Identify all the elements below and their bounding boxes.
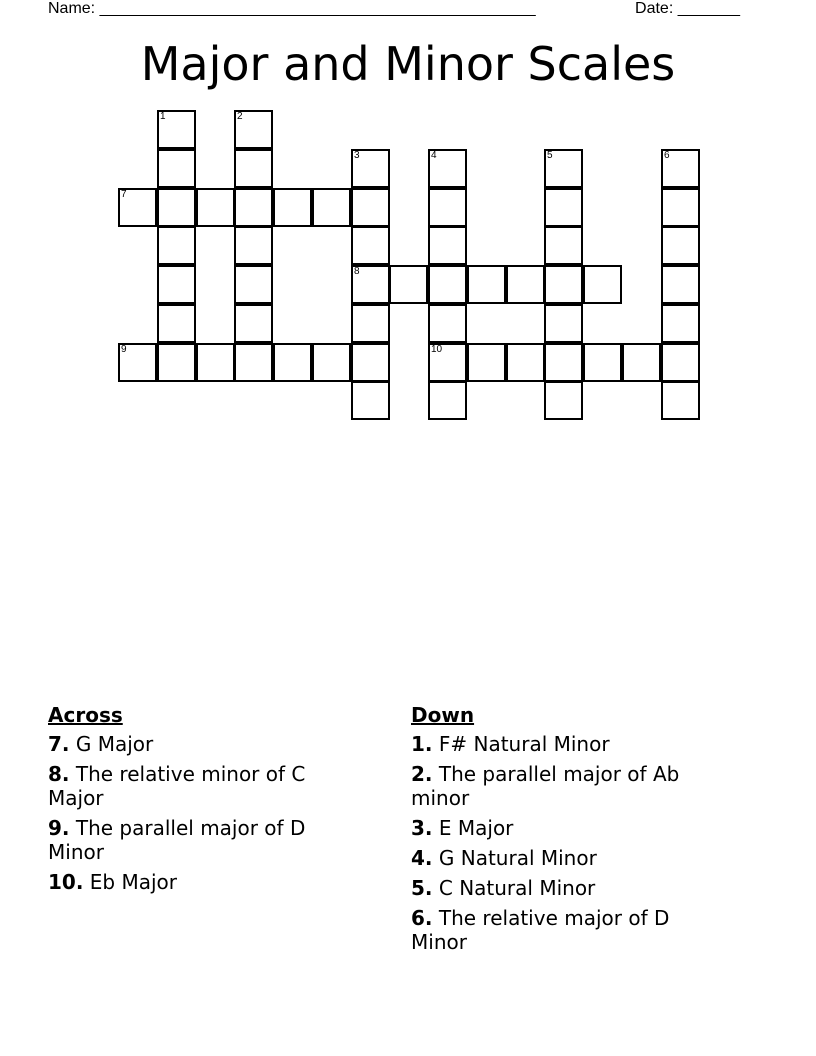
- clue-down-3: [411, 816, 721, 840]
- crossword-cell[interactable]: [544, 381, 583, 420]
- crossword-cell[interactable]: [351, 343, 390, 382]
- clue-number: 5.: [411, 876, 433, 900]
- crossword-cell[interactable]: [157, 188, 196, 227]
- clue-down-1: [411, 732, 721, 756]
- page-title: Major and Minor Scales: [140, 37, 676, 91]
- crossword-cell[interactable]: [428, 304, 467, 343]
- clue-number-label: 3: [354, 150, 360, 161]
- crossword-cell[interactable]: [428, 343, 467, 382]
- crossword-cell[interactable]: [157, 226, 196, 265]
- clue-number-label: 6: [664, 150, 670, 161]
- clue-down-5: [411, 876, 721, 900]
- across-clues: [48, 702, 358, 900]
- clue-number: 7.: [48, 732, 70, 756]
- crossword-cell[interactable]: [351, 381, 390, 420]
- date-field[interactable]: Date: _______: [635, 0, 740, 17]
- crossword-cell[interactable]: [234, 149, 273, 188]
- clue-text: The parallel major of Ab minor: [411, 762, 680, 810]
- clue-text: G Natural Minor: [438, 846, 597, 870]
- clue-down-4: [411, 846, 721, 870]
- clue-number-label: 4: [431, 150, 437, 161]
- clue-text: F# Natural Minor: [438, 732, 610, 756]
- crossword-cell[interactable]: [661, 149, 700, 188]
- across-heading: Across: [48, 703, 123, 727]
- clue-across-9: [48, 816, 358, 864]
- clue-number: 2.: [411, 762, 433, 786]
- clue-across-10: [48, 870, 358, 894]
- clue-number-label: 7: [121, 189, 127, 200]
- crossword-cell[interactable]: [428, 188, 467, 227]
- crossword-cell[interactable]: [506, 265, 545, 304]
- crossword-cell[interactable]: [661, 188, 700, 227]
- crossword-cell[interactable]: [234, 304, 273, 343]
- crossword-cell[interactable]: [661, 381, 700, 420]
- crossword-cell[interactable]: [389, 265, 428, 304]
- crossword-cell[interactable]: [157, 265, 196, 304]
- crossword-cell[interactable]: [467, 343, 506, 382]
- crossword-cell[interactable]: [544, 188, 583, 227]
- crossword-cell[interactable]: [351, 149, 390, 188]
- crossword-cell[interactable]: [544, 343, 583, 382]
- clue-text: The parallel major of D Minor: [48, 816, 306, 864]
- crossword-cell[interactable]: [428, 149, 467, 188]
- crossword-cell[interactable]: [118, 188, 157, 227]
- crossword-cell[interactable]: [196, 188, 235, 227]
- clue-text: G Major: [75, 732, 154, 756]
- clue-text: C Natural Minor: [438, 876, 596, 900]
- crossword-cell[interactable]: [234, 343, 273, 382]
- crossword-cell[interactable]: [467, 265, 506, 304]
- crossword-cell[interactable]: [157, 110, 196, 149]
- crossword-cell[interactable]: [428, 226, 467, 265]
- clue-text: The relative major of D Minor: [411, 906, 670, 954]
- crossword-grid: [0, 0, 816, 430]
- clue-number-label: 2: [237, 111, 243, 122]
- crossword-cell[interactable]: [661, 343, 700, 382]
- crossword-cell[interactable]: [506, 343, 545, 382]
- crossword-cell[interactable]: [544, 265, 583, 304]
- clue-number-label: 10: [431, 344, 443, 355]
- clue-number-label: 1: [160, 111, 166, 122]
- down-heading: Down: [411, 703, 475, 727]
- crossword-cell[interactable]: [544, 149, 583, 188]
- crossword-cell[interactable]: [351, 265, 390, 304]
- crossword-cell[interactable]: [583, 343, 622, 382]
- crossword-cell[interactable]: [351, 188, 390, 227]
- crossword-cell[interactable]: [118, 343, 157, 382]
- crossword-cell[interactable]: [661, 226, 700, 265]
- clue-number: 9.: [48, 816, 70, 840]
- clue-text: The relative minor of C Major: [48, 762, 306, 810]
- crossword-cell[interactable]: [157, 149, 196, 188]
- crossword-cell[interactable]: [312, 188, 351, 227]
- crossword-cell[interactable]: [312, 343, 351, 382]
- clue-number: 3.: [411, 816, 433, 840]
- clue-across-7: [48, 732, 358, 756]
- clue-down-2: [411, 762, 721, 810]
- crossword-cell[interactable]: [234, 188, 273, 227]
- clue-text: E Major: [438, 816, 514, 840]
- clue-number-label: 9: [121, 344, 127, 355]
- crossword-cell[interactable]: [157, 343, 196, 382]
- clue-number: 6.: [411, 906, 433, 930]
- clue-number: 10.: [48, 870, 84, 894]
- crossword-cell[interactable]: [661, 304, 700, 343]
- crossword-cell[interactable]: [273, 343, 312, 382]
- crossword-cell[interactable]: [234, 226, 273, 265]
- crossword-cell[interactable]: [351, 226, 390, 265]
- crossword-cell[interactable]: [428, 381, 467, 420]
- crossword-cell[interactable]: [583, 265, 622, 304]
- crossword-cell[interactable]: [196, 343, 235, 382]
- clue-across-8: [48, 762, 358, 810]
- crossword-cell[interactable]: [234, 110, 273, 149]
- crossword-cell[interactable]: [351, 304, 390, 343]
- crossword-cell[interactable]: [428, 265, 467, 304]
- name-field[interactable]: Name: _________________________________________________: [48, 0, 536, 17]
- crossword-cell[interactable]: [544, 304, 583, 343]
- clue-text: Eb Major: [89, 870, 178, 894]
- crossword-cell[interactable]: [661, 265, 700, 304]
- crossword-cell[interactable]: [622, 343, 661, 382]
- crossword-cell[interactable]: [544, 226, 583, 265]
- crossword-cell[interactable]: [234, 265, 273, 304]
- clue-down-6: [411, 906, 721, 954]
- clue-number-label: 8: [354, 266, 360, 277]
- clue-number-label: 5: [547, 150, 553, 161]
- clue-number: 4.: [411, 846, 433, 870]
- crossword-cell[interactable]: [157, 304, 196, 343]
- down-clues: [411, 702, 721, 960]
- clue-number: 1.: [411, 732, 433, 756]
- crossword-cell[interactable]: [273, 188, 312, 227]
- clue-number: 8.: [48, 762, 70, 786]
